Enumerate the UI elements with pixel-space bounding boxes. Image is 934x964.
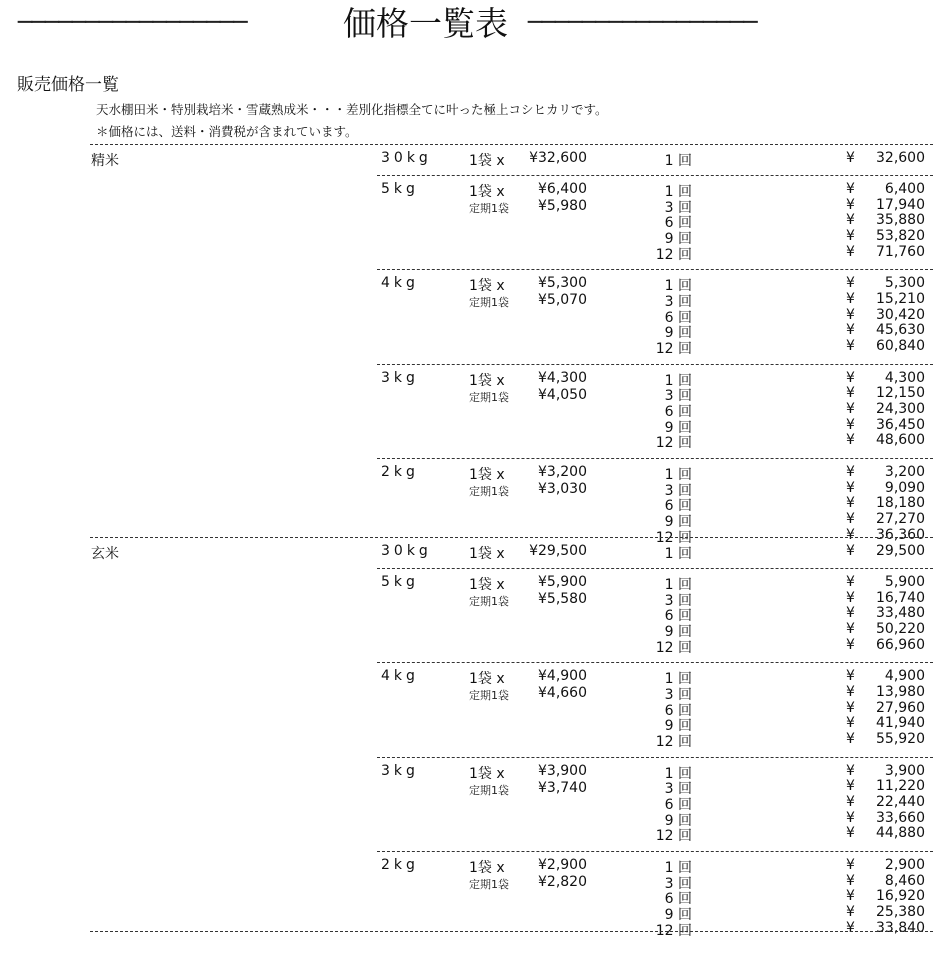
regular-unit-price: ¥5,980	[538, 198, 587, 214]
single-bag-label: 1袋 x	[469, 153, 505, 169]
total-price: 45,630	[876, 322, 925, 339]
total-price: 24,300	[876, 401, 925, 417]
total-price: 4,900	[884, 668, 925, 685]
weight-label: 3kg	[381, 369, 419, 386]
times-count: 9 回	[664, 812, 692, 829]
total-price: 60,840	[876, 338, 925, 355]
times-count: 6 回	[664, 797, 692, 813]
weight-divider	[377, 269, 933, 270]
yen-sign: ¥	[846, 574, 855, 590]
times-count: 12 回	[655, 922, 692, 939]
single-bag-label: 1袋 x	[469, 372, 505, 389]
regular-bag-label: 定期1袋	[469, 296, 509, 310]
single-bag-label: 1袋 x	[469, 546, 505, 562]
total-price: 11,220	[876, 778, 925, 795]
regular-unit-price: ¥2,820	[538, 873, 587, 890]
times-count: 12 回	[655, 734, 692, 751]
total-price: 12,150	[876, 385, 925, 402]
weight-label: 4kg	[381, 275, 419, 292]
times-count: 12 回	[655, 341, 692, 358]
total-price: 17,940	[876, 196, 925, 213]
times-count: 3 回	[664, 199, 692, 216]
times-count: 9 回	[664, 325, 692, 342]
single-bag-label: 1袋 x	[469, 466, 505, 483]
category-divider	[90, 537, 933, 538]
single-bag-label: 1袋 x	[469, 278, 505, 295]
regular-unit-price: ¥5,070	[538, 292, 587, 309]
times-count: 1 回	[664, 577, 692, 593]
total-price: 36,450	[876, 416, 925, 433]
total-price: 32,600	[876, 150, 925, 166]
yen-sign: ¥	[846, 684, 855, 700]
total-price: 44,880	[876, 825, 925, 842]
header-dash-left: ─────────────────	[18, 8, 247, 36]
weight-label: 2kg	[381, 463, 419, 480]
total-price: 27,270	[876, 511, 925, 527]
times-count: 12 回	[655, 435, 692, 452]
total-price: 50,220	[876, 621, 925, 638]
category-label: 玄米	[91, 546, 119, 562]
single-bag-label: 1袋 x	[469, 577, 505, 593]
times-count: 3 回	[664, 592, 692, 609]
times-count: 6 回	[664, 498, 692, 515]
yen-sign: ¥	[846, 856, 855, 873]
total-price: 71,760	[876, 243, 925, 260]
unit-price: ¥4,900	[538, 668, 587, 685]
yen-sign: ¥	[846, 809, 855, 826]
weight-divider	[377, 568, 933, 569]
times-count: 12 回	[655, 828, 692, 845]
regular-bag-label: 定期1袋	[469, 484, 509, 498]
page-header	[0, 2, 934, 42]
times-count: 3 回	[664, 294, 692, 310]
regular-bag-label: 定期1袋	[469, 877, 509, 891]
weight-divider	[377, 364, 933, 365]
weight-label: 5kg	[381, 181, 419, 197]
unit-price: ¥6,400	[538, 181, 587, 197]
times-count: 1 回	[664, 765, 692, 782]
times-count: 6 回	[664, 309, 692, 326]
yen-sign: ¥	[846, 385, 855, 402]
total-price: 27,960	[876, 699, 925, 716]
weight-divider	[377, 175, 933, 176]
total-price: 2,900	[884, 856, 925, 873]
total-price: 33,480	[876, 605, 925, 622]
total-price: 8,460	[884, 872, 925, 889]
yen-sign: ¥	[846, 243, 855, 260]
yen-sign: ¥	[846, 181, 855, 197]
yen-sign: ¥	[846, 668, 855, 685]
yen-sign: ¥	[846, 338, 855, 355]
unit-price: ¥3,900	[538, 762, 587, 779]
category-divider	[90, 144, 933, 145]
yen-sign: ¥	[846, 526, 855, 543]
times-count: 9 回	[664, 624, 692, 641]
yen-sign: ¥	[846, 731, 855, 748]
unit-price: ¥5,900	[538, 574, 587, 590]
unit-price: ¥3,200	[538, 463, 587, 480]
times-count: 9 回	[664, 718, 692, 735]
times-count: 3 回	[664, 687, 692, 703]
times-count: 1 回	[664, 372, 692, 389]
yen-sign: ¥	[846, 322, 855, 339]
weight-label: 3kg	[381, 762, 419, 779]
yen-sign: ¥	[846, 495, 855, 512]
weight-divider	[377, 851, 933, 852]
times-count: 9 回	[664, 231, 692, 248]
times-count: 9 回	[664, 907, 692, 923]
regular-unit-price: ¥3,740	[538, 779, 587, 796]
weight-label: 30kg	[381, 543, 432, 559]
regular-unit-price: ¥4,050	[538, 386, 587, 403]
page-title: 価格一覧表	[343, 4, 508, 42]
yen-sign: ¥	[846, 762, 855, 779]
yen-sign: ¥	[846, 778, 855, 795]
yen-sign: ¥	[846, 463, 855, 480]
weight-divider	[377, 757, 933, 758]
total-price: 3,200	[884, 463, 925, 480]
unit-price: ¥2,900	[538, 856, 587, 873]
total-price: 48,600	[876, 432, 925, 449]
total-price: 22,440	[876, 794, 925, 810]
total-price: 25,380	[876, 904, 925, 920]
yen-sign: ¥	[846, 275, 855, 292]
times-count: 6 回	[664, 404, 692, 420]
regular-unit-price: ¥3,030	[538, 480, 587, 497]
yen-sign: ¥	[846, 621, 855, 638]
single-bag-label: 1袋 x	[469, 671, 505, 688]
yen-sign: ¥	[846, 872, 855, 889]
yen-sign: ¥	[846, 543, 855, 559]
total-price: 16,920	[876, 888, 925, 905]
yen-sign: ¥	[846, 369, 855, 386]
intro-line: ＊価格には、送料・消費税が含まれています。	[96, 124, 358, 139]
yen-sign: ¥	[846, 589, 855, 606]
unit-price: ¥29,500	[529, 543, 587, 559]
yen-sign: ¥	[846, 794, 855, 810]
yen-sign: ¥	[846, 401, 855, 417]
yen-sign: ¥	[846, 416, 855, 433]
times-count: 12 回	[655, 639, 692, 656]
times-count: 3 回	[664, 875, 692, 892]
times-count: 1 回	[664, 278, 692, 295]
single-bag-label: 1袋 x	[469, 184, 505, 200]
times-count: 1 回	[664, 859, 692, 876]
times-count: 3 回	[664, 388, 692, 405]
regular-bag-label: 定期1袋	[469, 390, 509, 404]
times-count: 12 回	[655, 529, 692, 546]
weight-divider	[377, 662, 933, 663]
total-price: 5,300	[884, 275, 925, 292]
yen-sign: ¥	[846, 605, 855, 622]
yen-sign: ¥	[846, 228, 855, 245]
total-price: 4,300	[884, 369, 925, 386]
yen-sign: ¥	[846, 699, 855, 716]
times-count: 3 回	[664, 482, 692, 499]
yen-sign: ¥	[846, 919, 855, 936]
yen-sign: ¥	[846, 196, 855, 213]
total-price: 35,880	[876, 212, 925, 229]
total-price: 53,820	[876, 228, 925, 245]
total-price: 13,980	[876, 684, 925, 700]
total-price: 66,960	[876, 636, 925, 653]
regular-unit-price: ¥5,580	[538, 591, 587, 607]
category-label: 精米	[91, 153, 119, 169]
times-count: 6 回	[664, 891, 692, 908]
yen-sign: ¥	[846, 291, 855, 307]
section-title: 販売価格一覧	[17, 75, 119, 95]
regular-bag-label: 定期1袋	[469, 595, 509, 608]
yen-sign: ¥	[846, 479, 855, 496]
total-price: 33,660	[876, 809, 925, 826]
weight-label: 2kg	[381, 856, 419, 873]
yen-sign: ¥	[846, 212, 855, 229]
total-price: 41,940	[876, 715, 925, 732]
yen-sign: ¥	[846, 888, 855, 905]
regular-bag-label: 定期1袋	[469, 202, 509, 215]
total-price: 55,920	[876, 731, 925, 748]
total-price: 30,420	[876, 306, 925, 323]
unit-price: ¥4,300	[538, 369, 587, 386]
times-count: 3 回	[664, 781, 692, 798]
unit-price: ¥5,300	[538, 275, 587, 292]
times-count: 9 回	[664, 419, 692, 436]
times-count: 1 回	[664, 546, 692, 562]
weight-label: 4kg	[381, 668, 419, 685]
regular-bag-label: 定期1袋	[469, 689, 509, 703]
times-count: 6 回	[664, 702, 692, 719]
yen-sign: ¥	[846, 150, 855, 166]
header-dash-right: ─────────────────	[528, 8, 757, 36]
total-price: 6,400	[884, 181, 925, 197]
yen-sign: ¥	[846, 904, 855, 920]
yen-sign: ¥	[846, 715, 855, 732]
total-price: 29,500	[876, 543, 925, 559]
total-price: 5,900	[884, 574, 925, 590]
total-price: 33,840	[876, 919, 925, 936]
times-count: 1 回	[664, 466, 692, 483]
yen-sign: ¥	[846, 306, 855, 323]
single-bag-label: 1袋 x	[469, 765, 505, 782]
yen-sign: ¥	[846, 511, 855, 527]
table-bottom-divider	[90, 931, 933, 932]
weight-label: 5kg	[381, 574, 419, 590]
times-count: 1 回	[664, 153, 692, 169]
times-count: 9 回	[664, 514, 692, 530]
total-price: 36,360	[876, 526, 925, 543]
regular-bag-label: 定期1袋	[469, 783, 509, 797]
times-count: 6 回	[664, 215, 692, 232]
total-price: 9,090	[884, 479, 925, 496]
times-count: 12 回	[655, 246, 692, 263]
yen-sign: ¥	[846, 825, 855, 842]
weight-divider	[377, 458, 933, 459]
total-price: 15,210	[876, 291, 925, 307]
unit-price: ¥32,600	[529, 150, 587, 166]
times-count: 1 回	[664, 671, 692, 688]
single-bag-label: 1袋 x	[469, 859, 505, 876]
total-price: 18,180	[876, 495, 925, 512]
regular-unit-price: ¥4,660	[538, 685, 587, 702]
total-price: 3,900	[884, 762, 925, 779]
intro-line: 天水棚田米・特別栽培米・雪蔵熟成米・・・差別化指標全てに叶った極上コシヒカリです。	[96, 102, 608, 117]
times-count: 6 回	[664, 608, 692, 625]
yen-sign: ¥	[846, 432, 855, 449]
weight-label: 30kg	[381, 150, 432, 166]
times-count: 1 回	[664, 184, 692, 200]
yen-sign: ¥	[846, 636, 855, 653]
total-price: 16,740	[876, 589, 925, 606]
